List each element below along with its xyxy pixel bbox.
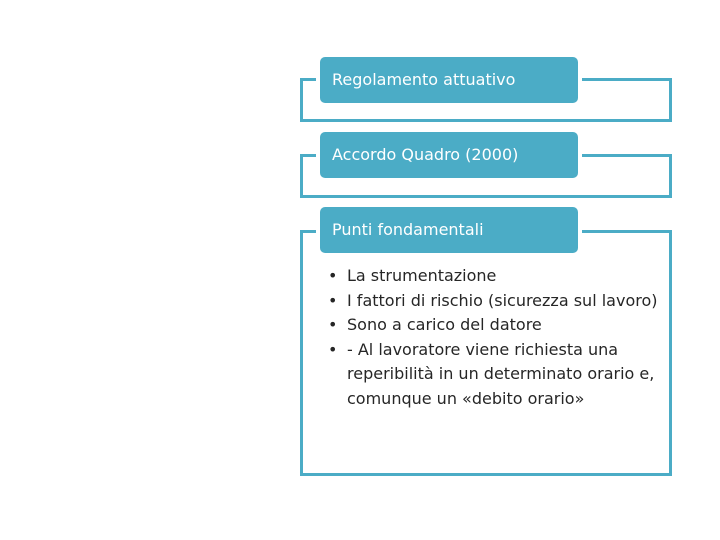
bullet-text: - Al lavoratore viene richiesta una reperibilità in un determinato orario e, comunque un «debito orario» [347, 339, 655, 408]
bullet-text: La strumentazione [347, 266, 497, 285]
bullet-marker: • [328, 315, 338, 334]
bullet-item [328, 289, 662, 314]
bullet-item [328, 338, 662, 412]
bullet-marker: • [328, 266, 338, 285]
punti-bullet-list [328, 264, 662, 411]
box-header-regolamento: Regolamento attuativo [320, 57, 578, 103]
bullet-marker: • [328, 290, 338, 310]
bullet-marker: • [328, 339, 338, 359]
box-header-accordo: Accordo Quadro (2000) [320, 132, 578, 178]
bullet-item [328, 264, 662, 289]
bullet-text: I fattori di rischio (sicurezza sul lavoro) [347, 290, 658, 310]
box-header-punti: Punti fondamentali [320, 207, 578, 253]
bullet-item [328, 313, 662, 338]
bullet-text: Sono a carico del datore [347, 315, 542, 334]
